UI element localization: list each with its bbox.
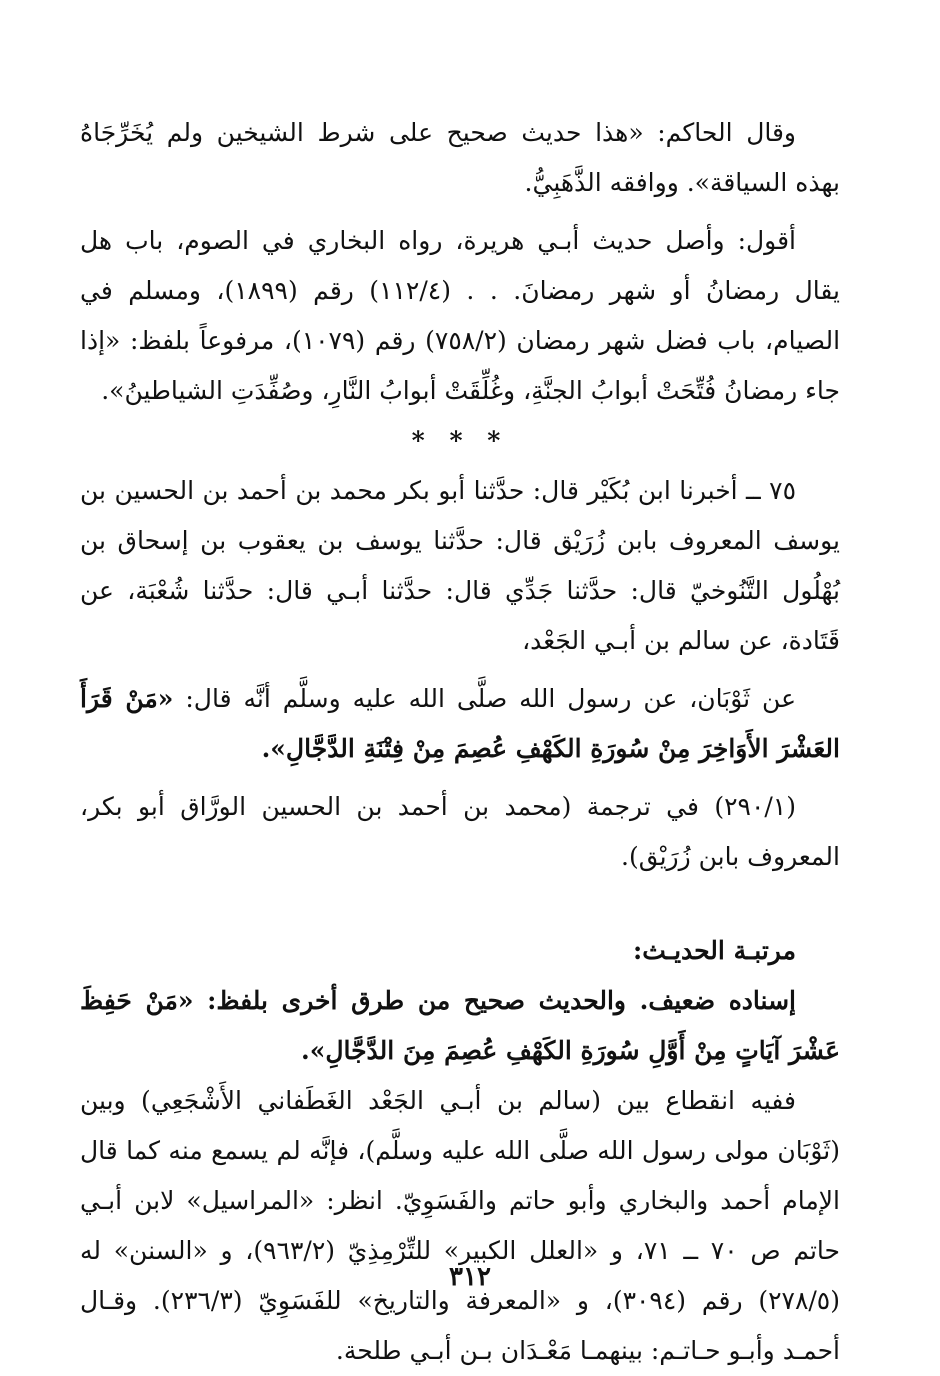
page-number: ٣١٢ <box>449 1262 491 1292</box>
paragraph-abu-hurayra-origin: أقول: وأصل حديث أبـي هريرة، رواه البخاري في الصوم، باب هل يقال رمضانُ أو شهر رمضانَ. . . (١١٢/٤) رقم (١٨٩٩)، ومسلم في الصيام، باب فضل شهر رمضان (٧٥٨/٢) رقم (١٠٧٩)، مرفوعاً بلفظ: «إذا جاء رمضانُ فُتِّحَتْ أبوابُ الجنَّةِ، وغُلِّقَتْ أبوابُ النَّارِ، وصُفِّدَتِ الشياطينُ». <box>80 226 841 405</box>
paragraph-grade-explanation: ففيه انقطاع بين (سالم بن أبـي الجَعْد الغَطَفاني الأَشْجَعِي) وبين (ثَوْبَان مولى رسول الله صلَّى الله عليه وسلَّم)، فإنَّه لم يسمع منه كما قال الإمام أحمد والبخاري وأبو حاتم والفَسَوِيّ. انظر: «المراسيل» لابن أبـي حاتم ص ٧٠ ــ ٧١، و «العلل الكبير» للتِّرْمِذِيّ (٩٦٣/٢)، و «السنن» له (٢٧٨/٥) رقم (٣٠٩٤)، و «المعرفة والتاريخ» للفَسَوِيّ (٢٣٦/٣). وقـال أحمـد وأبـو حـاتـم: بينهمـا مَعْـدَان بـن أبـي طلحة. <box>80 1086 840 1365</box>
section-heading-hadith-grade: مرتبـة الحديـث: <box>632 936 796 965</box>
paragraph-hakim-verdict: وقال الحاكم: «هذا حديث صحيح على شرط الشيخين ولم يُخَرِّجَاهُ بهذه السياقة». ووافقه الذَّهَبِيُّ. <box>80 118 840 197</box>
section-separator: * * * <box>411 426 509 455</box>
matn-hadith-text: «مَنْ قَرَأَ العَشْرَ الأَوَاخِرَ مِنْ سُورَةِ الكَهْفِ عُصِمَ مِنْ فِتْنَةِ الدَّجَّالِ». <box>80 684 840 763</box>
page-body <box>80 108 841 1365</box>
paragraph-hadith-75-isnad: ٧٥ ــ أخبرنا ابن بُكَيْر قال: حدَّثنا أبو بكر محمد بن أحمد بن الحسين بن يوسف المعروف بابن زُرَيْق قال: حدَّثنا يوسف بن يعقوب بن إسحاق بن بُهْلُول التَّنُوخيّ قال: حدَّثنا جَدِّي قال: حدَّثنا أبـي قال: حدَّثنا شُعْبَة، عن قَتَادة، عن سالم بن أبـي الجَعْد، <box>80 476 840 655</box>
matn-intro: عن ثَوْبَان، عن رسول الله صلَّى الله عليه وسلَّم أنَّه قال: <box>173 684 796 713</box>
paragraph-source-reference: (٢٩٠/١) في ترجمة (محمد بن أحمد بن الحسين الورَّاق أبو بكر، المعروف بابن زُرَيْق). <box>80 792 840 871</box>
paragraph-grade-verdict: إسناده ضعيف. والحديث صحيح من طرق أخرى بلفظ: «مَنْ حَفِظَ عَشْرَ آيَاتٍ مِنْ أَوَّلِ سُورَةِ الكَهْفِ عُصِمَ مِنَ الدَّجَّالِ». <box>80 986 840 1065</box>
paragraph-hadith-75-matn <box>80 674 840 774</box>
